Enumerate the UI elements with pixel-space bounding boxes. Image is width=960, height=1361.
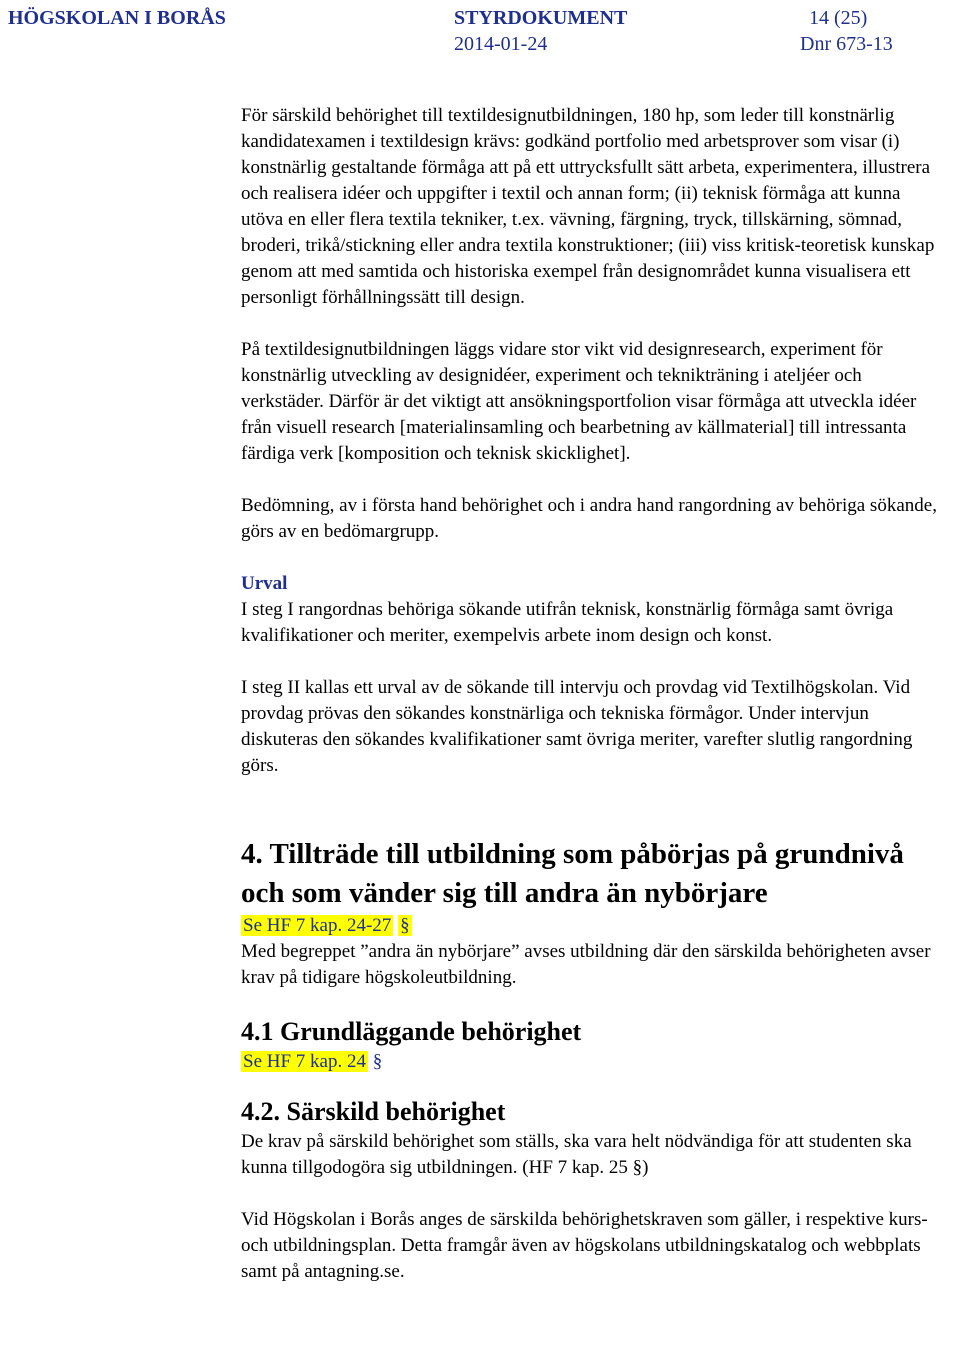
document-type: STYRDOKUMENT (454, 7, 628, 29)
paragraph-step-two: I steg II kallas ett urval av de sökande till intervju och provdag vid Textilhögskolan. Vid provdag prövas den sökandes konstnärliga och tekniska förmågor. Under intervjun diskuteras den sökandes kvalifikationer samt övriga meriter, varefter slutlig rangordning görs. (241, 677, 913, 776)
paragraph-design-research: På textildesignutbildningen läggs vidare stor vikt vid designresearch, experiment för konstnärlig utveckling av designidéer, experiment och teknikträning i ateljéer och verkstäder. Därför är det viktigt att ansökningsportfolion visar förmåga att utveckla idéer från visuell research [materialinsamling och bearbetning av källmaterial] till intressanta färdiga verk [komposition och teknisk skicklighet]. (241, 339, 917, 464)
urval-heading: Urval (241, 573, 288, 594)
section-4-ref-text: Se HF 7 kap. 24-27 (243, 915, 392, 936)
paragraph-assessment: Bedömning, av i första hand behörighet och i andra hand rangordning av behöriga sökande, görs av en bedömargrupp. (241, 495, 937, 542)
header-row-bottom (8, 30, 948, 58)
org-name: HÖGSKOLAN I BORÅS (8, 7, 226, 29)
section-4-reference (241, 913, 941, 939)
section-4-2-text-1: De krav på särskild behörighet som ställs, ska vara helt nödvändiga för att studenten ska kunna tillgodogöra sig utbildningen. (HF 7 kap. 25 §) (241, 1131, 912, 1178)
section-4-1-reference (241, 1049, 941, 1075)
paragraph-step-one: I steg I rangordnas behöriga sökande utifrån teknisk, konstnärlig förmåga samt övriga kvalifikationer och meriter, exempelvis arbete inom design och konst. (241, 599, 894, 646)
section-4-heading: 4. Tillträde till utbildning som påbörjas på grundnivå och som vänder sig till andra än nybörjare (241, 838, 904, 909)
document-date: 2014-01-24 (454, 33, 548, 55)
page-header (8, 4, 948, 60)
section-4-1-heading: 4.1 Grundläggande behörighet (241, 1017, 582, 1046)
section-4-1-ref-symbol: § (372, 1051, 383, 1072)
document-number: Dnr 673-13 (800, 33, 893, 55)
section-4-2-heading: 4.2. Särskild behörighet (241, 1097, 506, 1126)
section-4-1-ref-text: Se HF 7 kap. 24 (243, 1051, 366, 1072)
document-body (241, 103, 941, 1285)
section-4-2-text-2: Vid Högskolan i Borås anges de särskilda behörighetskraven som gäller, i respektive kurs- och utbildningsplan. Detta framgår även av högskolans utbildningskatalog och webbplats samt på antagning.se. (241, 1209, 928, 1282)
section-4-text: Med begreppet ”andra än nybörjare” avses utbildning där den särskilda behörigheten avser krav på tidigare högskoleutbildning. (241, 941, 931, 988)
header-row-top (8, 4, 948, 32)
page-number: 14 (25) (809, 7, 868, 29)
paragraph-portfolio-requirements: För särskild behörighet till textildesignutbildningen, 180 hp, som leder till konstnärlig kandidatexamen i textildesign krävs: godkänd portfolio med arbetsprover som visar (i) konstnärlig gestaltande förmåga att på ett uttrycksfullt sätt arbeta, experimentera, illustrera och realisera idéer och uppgifter i textil och annan form; (ii) teknisk förmåga att kunna utöva en eller flera textila tekniker, t.ex. vävning, färgning, tryck, tillskärning, sömnad, broderi, trikå/stickning eller andra textila konstruktioner; (iii) viss kritisk-teoretisk kunskap genom att med samtida och historiska exempel från designområdet kunna visualisera ett personligt förhållningssätt till design. (241, 105, 935, 308)
section-4-ref-symbol: § (400, 915, 410, 936)
